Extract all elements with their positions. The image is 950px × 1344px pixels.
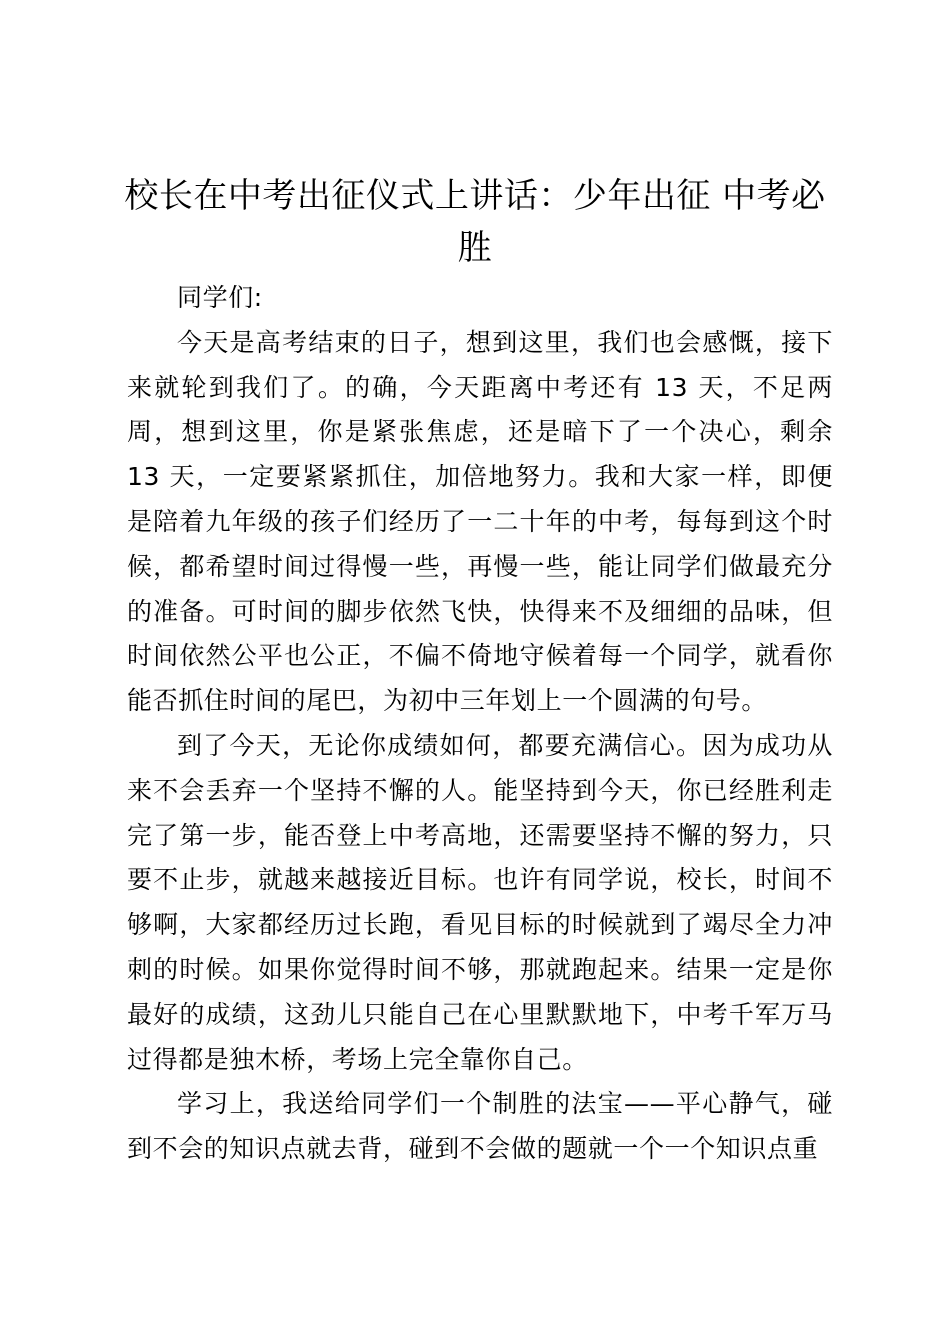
salutation: 同学们:: [177, 283, 263, 312]
paragraph-3: 学习上，我送给同学们一个制胜的法宝——平心静气，碰到不会的知识点就去背，碰到不会做的题就一个一个知识点重: [127, 1089, 833, 1164]
paragraph-1: 今天是高考结束的日子，想到这里，我们也会感慨，接下来就轮到我们了。的确，今天距离中考还有 13 天，不足两周，想到这里，你是紧张焦虑，还是暗下了一个决心，剩余 13 天，一定要紧紧抓住，加倍地努力。我和大家一样，即便是陪着九年级的孩子们经历了一二十年的中考，每每到这个时候，都希望时间过得慢一些，再慢一些，能让同学们做最充分的准备。可时间的脚步依然飞快，快得来不及细细的品味，但时间依然公平也公正，不偏不倚地守候着每一个同学，就看你能否抓住时间的尾巴，为初中三年划上一个圆满的句号。: [127, 327, 833, 716]
paragraph-2: 到了今天，无论你成绩如何，都要充满信心。因为成功从来不会丢弃一个坚持不懈的人。能坚持到今天，你已经胜利走完了第一步，能否登上中考高地，还需要坚持不懈的努力，只要不止步，就越来越接近目标。也许有同学说，校长，时间不够啊，大家都经历过长跑，看见目标的时候就到了竭尽全力冲刺的时候。如果你觉得时间不够，那就跑起来。结果一定是你最好的成绩，这劲儿只能自己在心里默默地下，中考千军万马过得都是独木桥，考场上完全靠你自己。: [127, 730, 833, 1074]
document-title: 校长在中考出征仪式上讲话：少年出征 中考必胜: [124, 176, 826, 268]
document-body: [127, 276, 833, 1172]
